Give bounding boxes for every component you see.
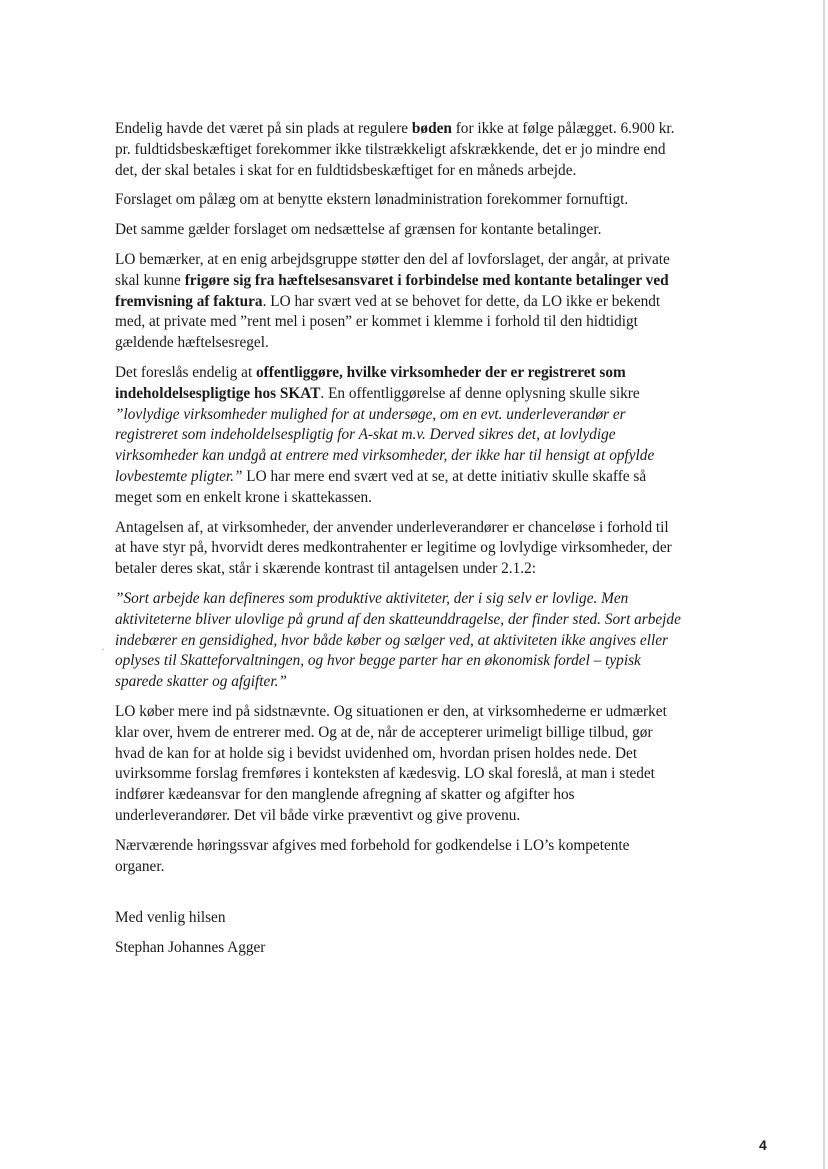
- text-run: Endelig havde det været på sin plads at regulere: [115, 120, 412, 137]
- text-run: Det samme gælder forslaget om nedsættelse af grænsen for kontante betalinger.: [115, 221, 602, 239]
- paragraph: [115, 119, 682, 181]
- text-run: Antagelsen af, at virksomheder, der anvender underleverandører er chanceløse i forhold til at have styr på, hvorvidt deres medkontrahenter er legitime og lovlydige virksomheder, der betaler deres skat, står i skærende kontrast til antagelsen under 2.1.2:: [115, 518, 672, 578]
- bold-emphasis: bøden: [411, 120, 452, 137]
- paragraph: [115, 518, 682, 580]
- text-run: Nærværende høringssvar afgives med forbehold for godkendelse i LO’s kompetente organer.: [115, 836, 630, 875]
- text-run: . En offentliggørelse af denne oplysning skulle sikre: [320, 384, 640, 402]
- spacer: [115, 886, 682, 908]
- paragraph: [115, 250, 682, 354]
- paragraph: [115, 220, 682, 241]
- bold-emphasis: offentliggøre, hvilke virksomheder der er registreret som indeholdelsespligtige hos SKAT: [115, 363, 626, 402]
- bold-emphasis: frigøre sig fra hæftelsesansvaret i forbindelse med kontante betalinger ved fremvisning af faktura: [115, 271, 669, 310]
- paragraph: [115, 589, 682, 693]
- paragraph: [115, 836, 682, 878]
- text-run: . LO har svært ved at se behovet for dette, da LO ikke er bekendt med, at private med ”rent mel i posen” er kommet i klemme i forhold til den hidtidigt gældende hæftelsesregel.: [115, 292, 661, 352]
- paragraph: [115, 363, 682, 509]
- letter-body: [115, 119, 682, 968]
- text-run: Det foreslås endelig at: [115, 363, 257, 381]
- italic-quote: ”Sort arbejde kan defineres som produktive aktiviteter, der i sig selv er lovlige. Men aktiviteterne bliver ulovlige på grund af den skatteunddragelse, der finder sted. Sort arbejde indebærer en gensidighed, hvor både køber og sælger ved, at aktiviteten ikke angives eller oplyses til Skatteforvaltningen, og hvor begge parter har en økonomisk fordel – typisk sparede skatter og afgifter.”: [115, 589, 681, 691]
- paragraph-list: [115, 119, 682, 877]
- text-run: LO har mere end svært ved at se, at dette initiativ skulle skaffe så meget som en enkelt krone i skattekassen.: [115, 467, 647, 506]
- signature-name: Stephan Johannes Agger: [115, 939, 266, 957]
- text-run: Forslaget om pålæg om at benytte ekstern lønadministration forekommer fornuftigt.: [115, 191, 629, 209]
- margin-mark: ·: [101, 642, 105, 656]
- page-edge-line: [823, 0, 825, 1169]
- page-number: 4: [759, 1137, 767, 1153]
- text-run: LO køber mere ind på sidstnævnte. Og situationen er den, at virksomhederne er udmærket klar over, hvem de entrerer med. Og at de, når de accepterer urimeligt billige tilbud, gør hvad de kan for at holde sig i bevidst uvidenhed om, hvordan prisen holdes nede. Det uvirksomme forslag fremføres i konteksten af kædesvig. LO skal foreslå, at man i stedet indfører kædeansvar for den manglende afregning af skatter og afgifter hos underleverandører. Det vil både virke præventivt og give provenu.: [115, 702, 667, 824]
- closing-salutation: Med venlig hilsen: [115, 909, 226, 927]
- text-run: LO bemærker, at en enig arbejdsgruppe støtter den del af lovforslaget, der angår, at private skal kunne: [115, 250, 670, 289]
- paragraph: [115, 702, 682, 827]
- text-run: for ikke at følge pålægget. 6.900 kr. pr. fuldtidsbeskæftiget forekommer ikke tilstrækkeligt afskrækkende, det er jo mindre end det, der skal betales i skat for en fuldtidsbeskæftiget for en måneds arbejde.: [115, 120, 675, 179]
- italic-quote: ”lovlydige virksomheder mulighed for at undersøge, om en evt. underleverandør er registreret som indeholdelsespligtig for A-skat m.v. Derved sikres det, at lovlydige virksomheder kan undgå at entrere med virksomheder, der ikke har til hensigt at opfylde lovbestemte pligter.”: [115, 405, 655, 485]
- paragraph: [115, 190, 682, 211]
